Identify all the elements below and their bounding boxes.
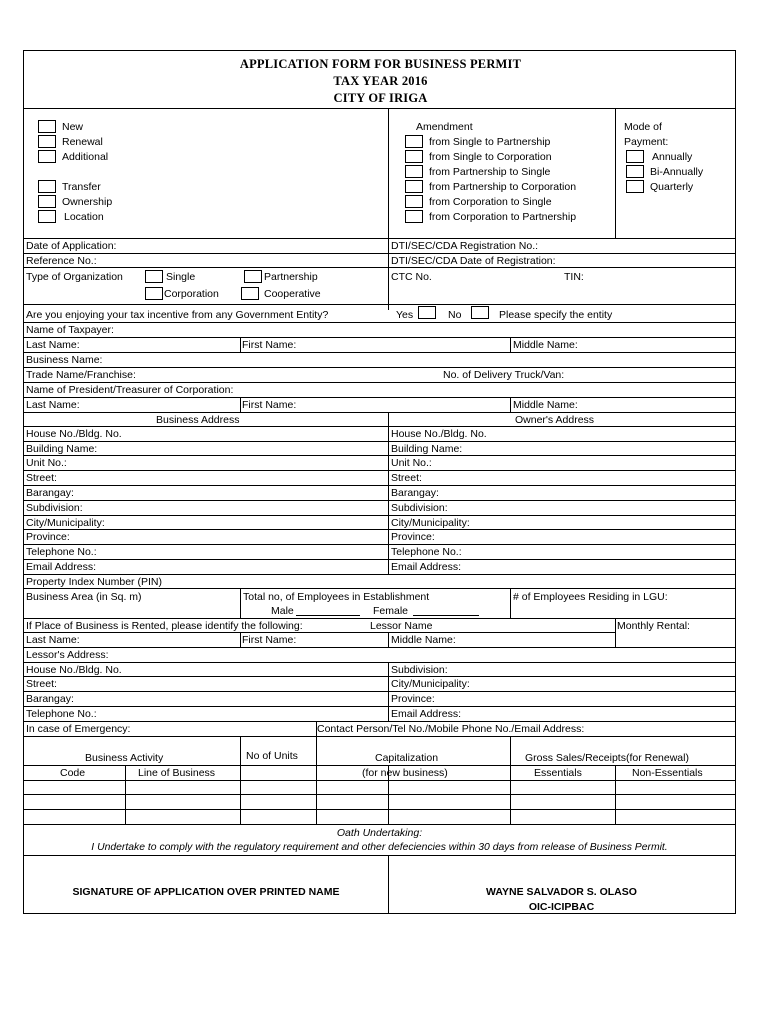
additional-label: Additional bbox=[62, 151, 109, 163]
divider bbox=[24, 382, 735, 383]
divider bbox=[24, 515, 735, 516]
yes-checkbox[interactable] bbox=[418, 306, 436, 319]
partnership-label: Partnership bbox=[264, 271, 318, 283]
oath-text: I Undertake to comply with the regulatory requirement and other defeciencies within 30 days from release of Business Permit. bbox=[91, 842, 668, 853]
business-city-label: City/Municipality: bbox=[26, 517, 105, 529]
owner-street-label: Street: bbox=[391, 472, 422, 484]
divider bbox=[510, 337, 511, 352]
divider bbox=[24, 337, 735, 338]
business-email-label: Email Address: bbox=[26, 561, 97, 573]
divider bbox=[24, 267, 735, 268]
official-title: OIC-ICIPBAC bbox=[528, 901, 595, 913]
renewal-checkbox[interactable] bbox=[38, 135, 56, 148]
quarterly-checkbox[interactable] bbox=[626, 180, 644, 193]
divider bbox=[24, 574, 735, 575]
name-of-taxpayer-label: Name of Taxpayer: bbox=[26, 324, 114, 336]
business-activity-header: Business Activity bbox=[85, 752, 164, 764]
tin-label: TIN: bbox=[564, 271, 584, 283]
divider bbox=[388, 238, 389, 310]
divider bbox=[24, 632, 615, 633]
business-subdivision-label: Subdivision: bbox=[26, 502, 83, 514]
divider bbox=[510, 588, 511, 618]
female-label: Female bbox=[373, 605, 409, 617]
divider bbox=[388, 108, 389, 238]
city-name: CITY OF IRIGA bbox=[333, 91, 428, 105]
amend-single-partnership-checkbox[interactable] bbox=[405, 135, 423, 148]
divider bbox=[24, 544, 735, 545]
total-employees-label: Total no, of Employees in Establishment bbox=[243, 591, 430, 603]
owner-telephone-label: Telephone No.: bbox=[391, 546, 462, 558]
divider bbox=[24, 780, 735, 781]
divider bbox=[24, 676, 735, 677]
owners-address-heading: Owner's Address bbox=[515, 414, 595, 426]
lessor-province-label: Province: bbox=[391, 693, 435, 705]
amend-option: from Corporation to Partnership bbox=[429, 211, 577, 223]
owner-unit-no-label: Unit No.: bbox=[391, 457, 432, 469]
reference-no-label: Reference No.: bbox=[26, 255, 97, 267]
table-row bbox=[24, 809, 735, 810]
employees-lgu-label: # of Employees Residing in LGU: bbox=[513, 591, 668, 603]
specify-entity-label: Please specify the entity bbox=[499, 309, 613, 321]
female-blank[interactable] bbox=[413, 615, 479, 616]
divider bbox=[24, 529, 735, 530]
code-header: Code bbox=[60, 767, 86, 779]
no-label: No bbox=[448, 309, 462, 321]
divider bbox=[24, 559, 735, 560]
delivery-trucks-label: No. of Delivery Truck/Van: bbox=[443, 369, 565, 381]
divider bbox=[240, 588, 241, 618]
type-of-organization-label: Type of Organization bbox=[26, 271, 123, 283]
amend-corporation-partnership-checkbox[interactable] bbox=[405, 210, 423, 223]
single-label: Single bbox=[166, 271, 196, 283]
taxpayer-first-name-label: First Name: bbox=[242, 339, 297, 351]
lessor-first-name-label: First Name: bbox=[242, 634, 297, 646]
corporation-checkbox[interactable] bbox=[145, 287, 163, 300]
divider bbox=[24, 470, 735, 471]
lessor-house-no-label: House No./Bldg. No. bbox=[26, 664, 122, 676]
amend-option: from Corporation to Single bbox=[429, 196, 552, 208]
business-unit-no-label: Unit No.: bbox=[26, 457, 67, 469]
lessor-city-label: City/Municipality: bbox=[391, 678, 470, 690]
lessor-email-label: Email Address: bbox=[391, 708, 462, 720]
ownership-checkbox[interactable] bbox=[38, 195, 56, 208]
emergency-label: In case of Emergency: bbox=[26, 723, 131, 735]
divider bbox=[510, 397, 511, 412]
divider bbox=[388, 632, 389, 647]
divider bbox=[24, 426, 735, 427]
divider bbox=[615, 108, 616, 238]
non-essentials-header: Non-Essentials bbox=[632, 767, 703, 779]
divider bbox=[24, 412, 735, 413]
date-of-application-label: Date of Application: bbox=[26, 240, 117, 252]
owner-barangay-label: Barangay: bbox=[391, 487, 439, 499]
divider bbox=[24, 352, 735, 353]
divider bbox=[24, 691, 735, 692]
lessor-street-label: Street: bbox=[26, 678, 57, 690]
lessor-last-name-label: Last Name: bbox=[26, 634, 80, 646]
divider bbox=[24, 647, 735, 648]
business-building-name-label: Building Name: bbox=[26, 443, 98, 455]
divider bbox=[240, 736, 241, 824]
divider bbox=[24, 304, 735, 305]
president-name-label: Name of President/Treasurer of Corporation: bbox=[26, 384, 234, 396]
no-of-units-header: No of Units bbox=[246, 750, 298, 762]
monthly-rental-label: Monthly Rental: bbox=[617, 620, 690, 632]
divider bbox=[24, 588, 735, 589]
new-label: New bbox=[62, 121, 84, 133]
divider bbox=[240, 632, 241, 647]
divider bbox=[24, 108, 735, 109]
divider bbox=[24, 322, 735, 323]
lessors-address-label: Lessor's Address: bbox=[26, 649, 109, 661]
form-title: APPLICATION FORM FOR BUSINESS PERMIT bbox=[239, 57, 522, 71]
ownership-label: Ownership bbox=[62, 196, 113, 208]
payment-option: Quarterly bbox=[650, 181, 694, 193]
divider bbox=[24, 721, 735, 722]
renewal-label: Renewal bbox=[62, 136, 103, 148]
additional-checkbox[interactable] bbox=[38, 150, 56, 163]
president-last-name-label: Last Name: bbox=[26, 399, 80, 411]
official-name: WAYNE SALVADOR S. OLASO bbox=[486, 886, 637, 898]
business-address-heading: Business Address bbox=[156, 414, 240, 426]
tax-incentive-question: Are you enjoying your tax incentive from any Government Entity? bbox=[26, 309, 329, 321]
if-rented-label: If Place of Business is Rented, please identify the following: bbox=[26, 620, 303, 632]
line-of-business-header: Line of Business bbox=[138, 767, 216, 779]
location-label: Location bbox=[64, 211, 104, 223]
amendment-label: Amendment bbox=[416, 121, 473, 133]
oath-title: Oath Undertaking: bbox=[336, 827, 423, 839]
lessor-middle-name-label: Middle Name: bbox=[391, 634, 456, 646]
business-house-no-label: House No./Bldg. No. bbox=[26, 428, 122, 440]
divider bbox=[615, 618, 616, 648]
payment-label: Payment: bbox=[624, 136, 669, 148]
owner-province-label: Province: bbox=[391, 531, 435, 543]
business-name-label: Business Name: bbox=[26, 354, 103, 366]
yes-label: Yes bbox=[396, 309, 414, 321]
male-label: Male bbox=[271, 605, 294, 617]
owner-building-name-label: Building Name: bbox=[391, 443, 463, 455]
lessor-barangay-label: Barangay: bbox=[26, 693, 74, 705]
amend-single-corporation-checkbox[interactable] bbox=[405, 150, 423, 163]
partnership-checkbox[interactable] bbox=[244, 270, 262, 283]
amend-option: from Single to Partnership bbox=[429, 136, 551, 148]
owner-subdivision-label: Subdivision: bbox=[391, 502, 448, 514]
amend-corporation-single-checkbox[interactable] bbox=[405, 195, 423, 208]
contact-person-label: Contact Person/Tel No./Mobile Phone No./Email Address: bbox=[317, 723, 585, 735]
taxpayer-middle-name-label: Middle Name: bbox=[513, 339, 578, 351]
divider bbox=[125, 765, 126, 824]
divider bbox=[24, 238, 735, 239]
payment-option: Annually bbox=[652, 151, 693, 163]
divider bbox=[24, 500, 735, 501]
divider bbox=[316, 736, 317, 824]
divider bbox=[24, 485, 735, 486]
bi-annually-checkbox[interactable] bbox=[626, 165, 644, 178]
divider bbox=[24, 618, 735, 619]
essentials-header: Essentials bbox=[534, 767, 582, 779]
amend-option: from Partnership to Single bbox=[429, 166, 551, 178]
applicant-signature: SIGNATURE OF APPLICATION OVER PRINTED NAME bbox=[72, 886, 340, 898]
ctc-no-label: CTC No. bbox=[391, 271, 432, 283]
divider bbox=[24, 397, 735, 398]
divider bbox=[510, 736, 511, 824]
divider bbox=[615, 765, 616, 824]
taxpayer-last-name-label: Last Name: bbox=[26, 339, 80, 351]
cooperative-label: Cooperative bbox=[264, 288, 321, 300]
business-barangay-label: Barangay: bbox=[26, 487, 74, 499]
divider bbox=[24, 455, 735, 456]
corporation-label: Corporation bbox=[164, 288, 219, 300]
owner-email-label: Email Address: bbox=[391, 561, 462, 573]
divider bbox=[24, 441, 735, 442]
trade-name-label: Trade Name/Franchise: bbox=[26, 369, 136, 381]
divider bbox=[24, 662, 735, 663]
transfer-checkbox[interactable] bbox=[38, 180, 56, 193]
divider bbox=[240, 397, 241, 412]
divider bbox=[388, 765, 389, 824]
business-street-label: Street: bbox=[26, 472, 57, 484]
no-checkbox[interactable] bbox=[471, 306, 489, 319]
lessor-telephone-label: Telephone No.: bbox=[26, 708, 97, 720]
single-checkbox[interactable] bbox=[145, 270, 163, 283]
tax-year: TAX YEAR 2016 bbox=[333, 74, 428, 88]
transfer-label: Transfer bbox=[62, 181, 101, 193]
business-permit-form bbox=[23, 50, 736, 914]
gross-sales-header: Gross Sales/Receipts(for Renewal) bbox=[525, 752, 689, 764]
divider bbox=[24, 706, 735, 707]
for-new-business-header: (for new business) bbox=[362, 767, 448, 779]
president-first-name-label: First Name: bbox=[242, 399, 297, 411]
divider bbox=[240, 337, 241, 352]
divider bbox=[24, 736, 735, 737]
divider bbox=[388, 412, 389, 575]
president-middle-name-label: Middle Name: bbox=[513, 399, 578, 411]
location-checkbox[interactable] bbox=[38, 210, 56, 223]
divider bbox=[24, 765, 735, 766]
cooperative-checkbox[interactable] bbox=[241, 287, 259, 300]
annually-checkbox[interactable] bbox=[626, 150, 644, 163]
divider bbox=[24, 253, 735, 254]
owner-house-no-label: House No./Bldg. No. bbox=[391, 428, 487, 440]
male-blank[interactable] bbox=[296, 615, 360, 616]
amend-option: from Single to Corporation bbox=[429, 151, 552, 163]
new-checkbox[interactable] bbox=[38, 120, 56, 133]
payment-label: Mode of bbox=[624, 121, 662, 133]
lessor-name-label: Lessor Name bbox=[370, 620, 433, 632]
table-row bbox=[24, 794, 735, 795]
divider bbox=[24, 855, 735, 856]
business-telephone-label: Telephone No.: bbox=[26, 546, 97, 558]
business-area-label: Business Area (in Sq. m) bbox=[26, 591, 142, 603]
amend-partnership-corporation-checkbox[interactable] bbox=[405, 180, 423, 193]
owner-city-label: City/Municipality: bbox=[391, 517, 470, 529]
divider bbox=[24, 824, 735, 825]
divider bbox=[24, 367, 735, 368]
pin-label: Property Index Number (PIN) bbox=[26, 576, 162, 588]
payment-option: Bi-Annually bbox=[650, 166, 704, 178]
business-province-label: Province: bbox=[26, 531, 70, 543]
amend-option: from Partnership to Corporation bbox=[429, 181, 577, 193]
dti-registration-label: DTI/SEC/CDA Registration No.: bbox=[391, 240, 539, 252]
dti-date-label: DTI/SEC/CDA Date of Registration: bbox=[391, 255, 556, 267]
capitalization-header: Capitalization bbox=[375, 752, 439, 764]
amend-partnership-single-checkbox[interactable] bbox=[405, 165, 423, 178]
lessor-subdivision-label: Subdivision: bbox=[391, 664, 448, 676]
